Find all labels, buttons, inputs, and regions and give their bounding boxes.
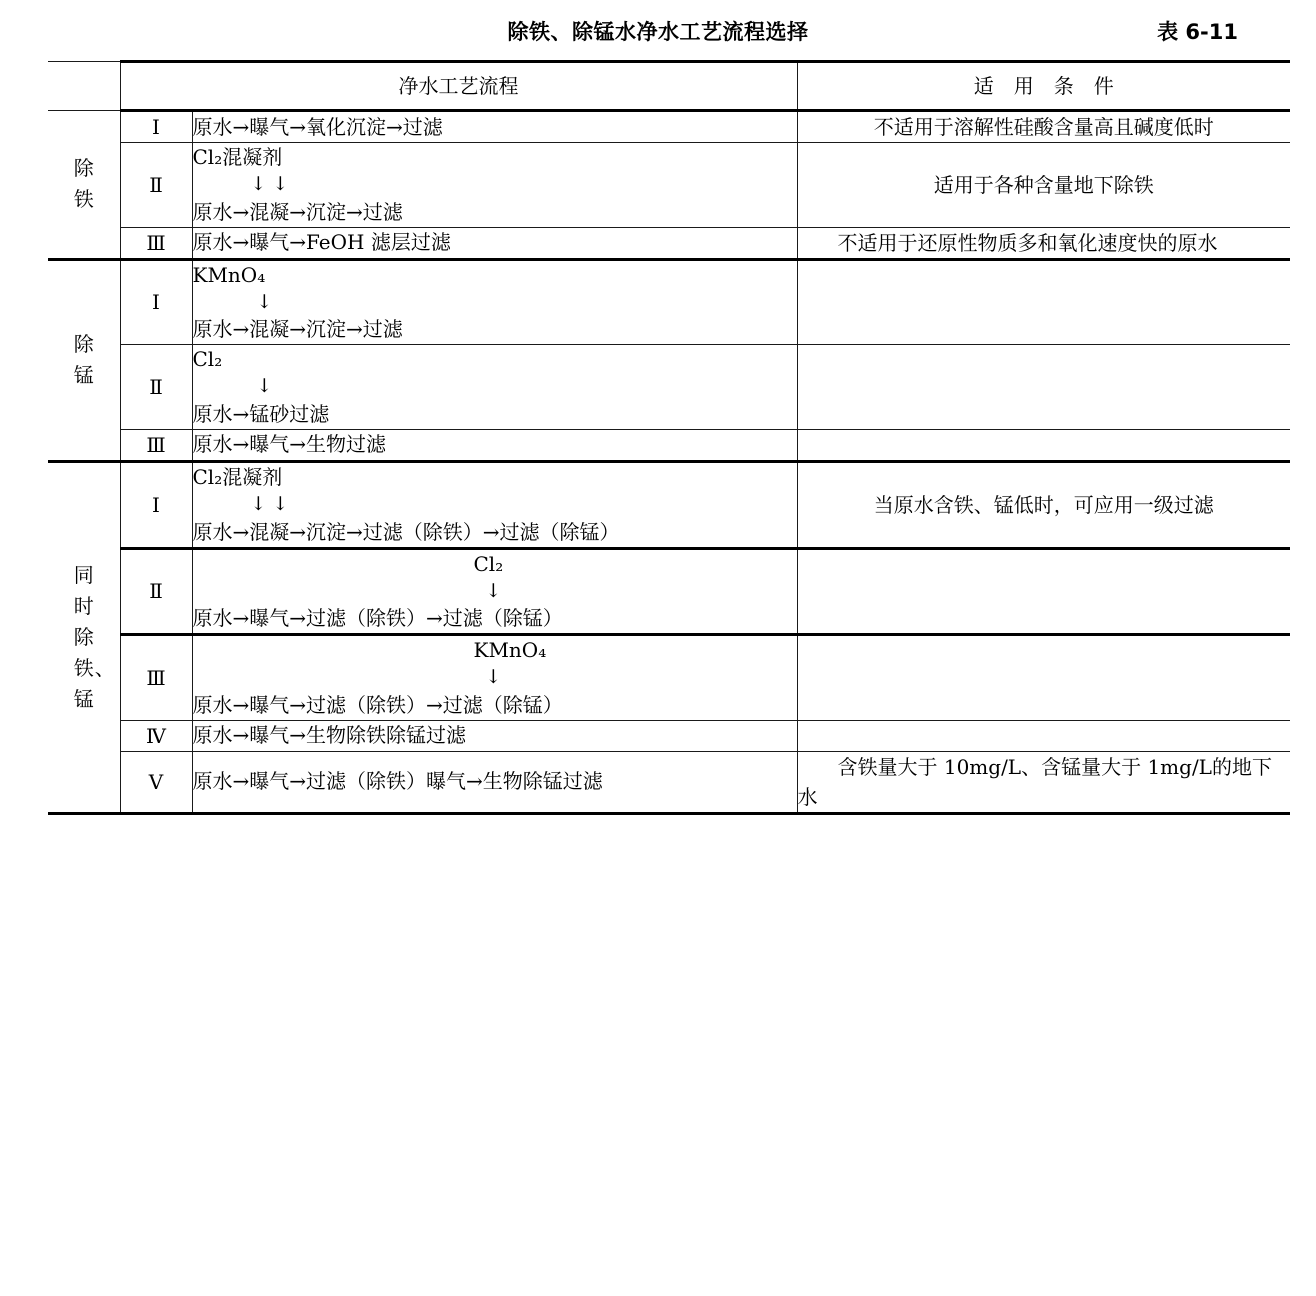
table-row xyxy=(48,111,1290,143)
table-number-label: 表 6-11 xyxy=(1157,20,1238,44)
flow-text: 原水→曝气→生物过滤 xyxy=(192,432,387,457)
flow-text: 原水→曝气→过滤（除铁）→过滤（除锰） xyxy=(192,606,563,631)
table-row xyxy=(48,259,1290,345)
condition-cell xyxy=(797,259,1290,345)
condition-cell xyxy=(797,720,1290,751)
row-number: Ⅰ xyxy=(120,259,192,345)
row-number: Ⅱ xyxy=(120,143,192,228)
flow-text: 原水→混凝→沉淀→过滤（除铁）→过滤（除锰） xyxy=(192,519,620,544)
header-conditions: 适 用 条 件 xyxy=(797,62,1290,111)
condition-cell: 含铁量大于 10mg/L、含锰量大于 1mg/L的地下水 xyxy=(797,751,1290,813)
row-number: Ⅰ xyxy=(120,461,192,548)
flow-cell xyxy=(192,111,797,143)
header-group-blank xyxy=(48,62,120,111)
flow-cell xyxy=(192,751,797,813)
row-number: Ⅰ xyxy=(120,111,192,143)
flow-text: 原水→曝气→FeOH 滤层过滤 xyxy=(192,230,451,255)
process-selection-table xyxy=(48,60,1290,815)
title-bar xyxy=(0,0,1316,56)
section-label-text: 同时除铁、锰 xyxy=(73,562,116,711)
condition-cell xyxy=(797,429,1290,461)
flow-text: 原水→曝气→过滤（除铁）→过滤（除锰） xyxy=(192,692,563,717)
row-number: Ⅲ xyxy=(120,227,192,259)
condition-cell: 适用于各种含量地下除铁 xyxy=(797,143,1290,228)
reagent-text: Cl₂ xyxy=(192,347,223,372)
section-label-cell-1 xyxy=(48,259,120,461)
flow-cell xyxy=(192,227,797,259)
section-label-text: 除锰 xyxy=(73,332,95,388)
condition-cell xyxy=(797,635,1290,721)
condition-cell: 不适用于还原性物质多和氧化速度快的原水 xyxy=(797,227,1290,259)
down-arrow-icon: ↓ xyxy=(485,579,502,602)
row-number: Ⅱ xyxy=(120,345,192,430)
flow-text: 原水→混凝→沉淀→过滤 xyxy=(192,317,403,342)
flow-cell xyxy=(192,461,797,548)
table-row xyxy=(48,227,1290,259)
flow-text: 原水→曝气→生物除铁除锰过滤 xyxy=(192,723,467,748)
table-row xyxy=(48,720,1290,751)
table-row xyxy=(48,751,1290,813)
condition-cell: 当原水含铁、锰低时，可应用一级过滤 xyxy=(797,461,1290,548)
down-arrow-icon: ↓ ↓ xyxy=(250,173,289,195)
row-number: Ⅱ xyxy=(120,548,192,635)
table-row xyxy=(48,429,1290,461)
reagent-text: Cl₂混凝剂 xyxy=(192,464,283,489)
flow-cell xyxy=(192,259,797,345)
table-row xyxy=(48,461,1290,548)
page-title: 除铁、除锰水净水工艺流程选择 xyxy=(507,20,809,44)
condition-cell xyxy=(797,548,1290,635)
section-label-text: 除铁 xyxy=(73,156,95,212)
flow-text: 原水→曝气→过滤（除铁）曝气→生物除锰过滤 xyxy=(192,769,603,794)
flow-cell xyxy=(192,548,797,635)
flow-cell xyxy=(192,635,797,721)
condition-cell xyxy=(797,345,1290,430)
table-container xyxy=(48,60,1290,815)
section-label-cell-2 xyxy=(48,461,120,813)
row-number: Ⅴ xyxy=(120,751,192,813)
flow-cell xyxy=(192,345,797,430)
flow-cell xyxy=(192,143,797,228)
table-row xyxy=(48,635,1290,721)
table-row xyxy=(48,548,1290,635)
down-arrow-icon: ↓ xyxy=(485,666,502,689)
flow-text: 原水→混凝→沉淀→过滤 xyxy=(192,199,403,224)
section-label-cell-0 xyxy=(48,111,120,260)
table-header-row xyxy=(48,62,1290,111)
flow-text: 原水→锰砂过滤 xyxy=(192,401,330,426)
flow-cell xyxy=(192,720,797,751)
down-arrow-icon: ↓ ↓ xyxy=(250,492,289,515)
table-row xyxy=(48,143,1290,228)
row-number: Ⅲ xyxy=(120,429,192,461)
reagent-text: Cl₂ xyxy=(473,551,504,576)
down-arrow-icon: ↓ xyxy=(256,290,273,313)
flow-text: 原水→曝气→氧化沉淀→过滤 xyxy=(192,114,443,139)
table-row xyxy=(48,345,1290,430)
row-number: Ⅳ xyxy=(120,720,192,751)
row-number: Ⅲ xyxy=(120,635,192,721)
reagent-text: KMnO₄ xyxy=(473,638,547,663)
down-arrow-icon: ↓ xyxy=(256,375,273,398)
reagent-text: KMnO₄ xyxy=(192,262,266,287)
flow-cell xyxy=(192,429,797,461)
condition-cell: 不适用于溶解性硅酸含量高且碱度低时 xyxy=(797,111,1290,143)
header-process: 净水工艺流程 xyxy=(120,62,797,111)
reagent-text: Cl₂混凝剂 xyxy=(192,145,283,169)
